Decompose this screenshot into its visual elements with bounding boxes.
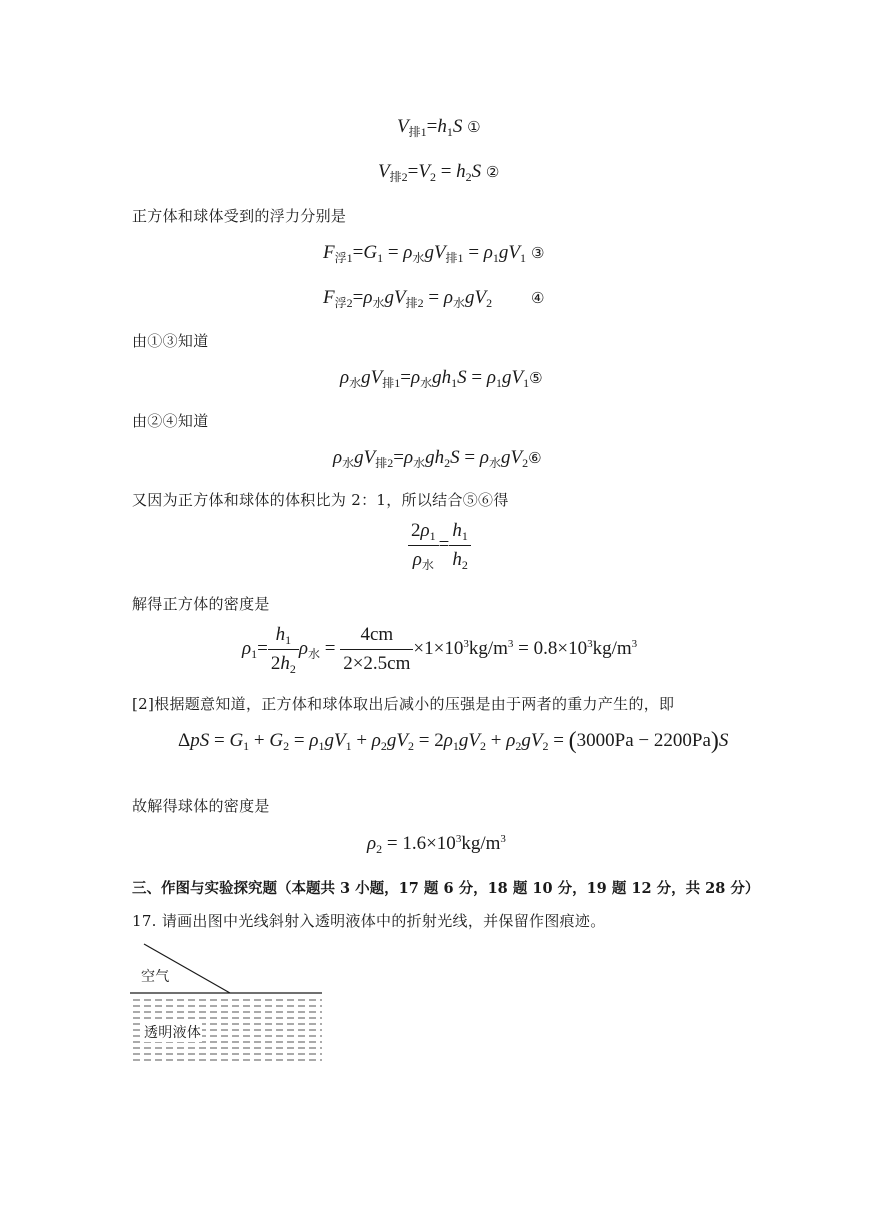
section-heading: 三、作图与实验探究题（本题共 3 小题，17 题 6 分，18 题 10 分，19 题 12 分，共 28 分） bbox=[132, 880, 760, 897]
air-label: 空气 bbox=[141, 969, 170, 985]
equation-5: $\rho_水gV_{排1}=\rho_水gh_1S$ = $\rho_1gV_1⑤$ bbox=[340, 367, 543, 390]
text-cube-density-intro: 解得正方体的密度是 bbox=[132, 595, 270, 613]
text-sphere-density-intro: 故解得球体的密度是 bbox=[132, 797, 270, 815]
equation-2: $V_{排2}=V_2 = h_2S$ ② bbox=[378, 161, 500, 184]
text-ratio-note: 又因为正方体和球体的体积比为 2：1，所以结合⑤⑥得 bbox=[132, 491, 509, 509]
text-buoyancy-intro: 正方体和球体受到的浮力分别是 bbox=[132, 207, 347, 225]
equation-cube-density: $\rho_1=$ $\frac{h_1}{2h_2}$ $\rho_水$ = $\frac{4cm}{2\times 2.5cm}$ $\times 1\times 10^3kg/m^3 = 0.8\times 10^3kg/m^3$ bbox=[242, 624, 638, 676]
liquid-label: 透明液体 bbox=[143, 1022, 202, 1042]
equation-1: $V_{排1}=h_1S$ ① bbox=[397, 116, 481, 139]
equation-sphere-density: $\rho_2 = 1.6\times 10^3kg/m^3$ bbox=[367, 833, 506, 856]
equation-pressure: $\Delta pS = G_1 + G_2 = \rho_1gV_1 + \rho_2gV_2 = 2\rho_1gV_2 + \rho_2gV_2 = (3000Pa - 2200Pa)S$ bbox=[178, 728, 729, 754]
marker-4: ④ bbox=[531, 289, 545, 307]
text-from-13: 由①③知道 bbox=[132, 332, 209, 350]
equation-6: $\rho_水gV_{排2}=\rho_水gh_2S$ = $\rho_水gV_2⑥$ bbox=[333, 447, 542, 470]
equation-3: $F_{浮1}=G_1 = \rho_水gV_{排1} = \rho_1gV_1$ bbox=[323, 242, 527, 265]
text-from-24: 由②④知道 bbox=[132, 412, 209, 430]
marker-3: ③ bbox=[531, 244, 545, 262]
marker-5: ⑤ bbox=[529, 369, 543, 387]
text-part2-intro: [2]根据题意知道，正方体和球体取出后减小的压强是由于两者的重力产生的，即 bbox=[132, 695, 675, 713]
marker-6: ⑥ bbox=[528, 449, 542, 467]
equation-4: $F_{浮2}=\rho_水gV_{排2} = \rho_水gV_2$ bbox=[323, 287, 493, 310]
marker-2: ② bbox=[485, 163, 500, 181]
equation-ratio: $\frac{2\rho_1}{\rho_水}$ = $\frac{h_1}{h_2}$ bbox=[408, 520, 471, 571]
question-17: 17. 请画出图中光线斜射入透明液体中的折射光线，并保留作图痕迹。 bbox=[132, 912, 606, 930]
marker-1: ① bbox=[467, 118, 481, 136]
refraction-diagram bbox=[130, 940, 324, 1065]
